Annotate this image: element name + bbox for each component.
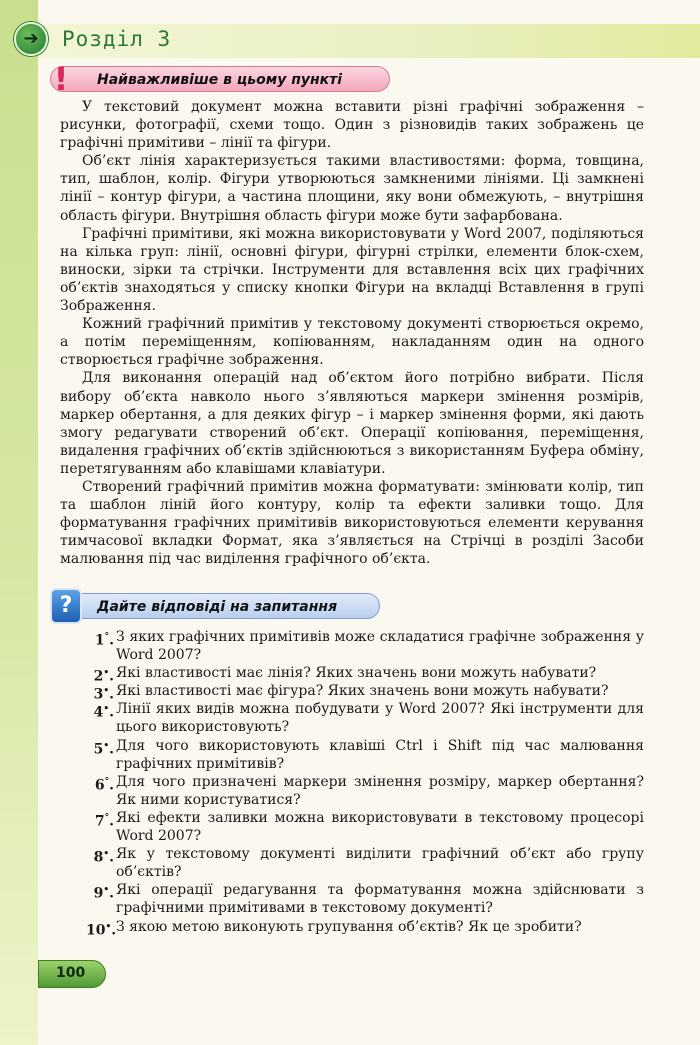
- question-item: 8•. Як у текстовому документі виділити графічний об’єкт або групу об’єктів?: [93, 846, 644, 881]
- question-item: 3•. Які властивості має фігура? Яких значень вони можуть набувати?: [93, 683, 609, 703]
- question-item: 1°. З яких графічних примітивів може складатися графічне зображення у Word 2007?: [94, 629, 644, 664]
- question-text: Як у текстовому документі виділити графічний об’єкт або групу об’єктів?: [116, 846, 644, 881]
- paragraph: Графічні примітиви, які можна використовувати у Word 2007, поділяються на кілька груп: лінії, основні фігури, фігурні стрілки, елементи блок-схем, виноски, зірки та стрічки. Інструменти для вставлення всіх цих графічних об’єктів знаходяться у списку кнопки Фігури на вкладці Вставлення в групі Зображення.: [60, 225, 644, 315]
- paragraph: У текстовий документ можна вставити різні графічні зображення – рисунки, фотографії, схеми тощо. Один з різновидів таких зображень це графічні примітиви – лінії та фігури.: [60, 99, 644, 152]
- questions-banner-title: Дайте відповіді на запитання: [97, 599, 338, 615]
- question-text: Які операції редагування та форматування можна здійснювати з графічними примітивами в текстовому документі?: [116, 882, 644, 917]
- question-number: 9: [93, 885, 104, 902]
- important-banner-title: Найважливіше в цьому пункті: [97, 72, 343, 88]
- question-number: 5: [93, 741, 104, 758]
- question-list: [60, 628, 644, 939]
- question-text: Для чого використовують клавіші Ctrl і Shift під час малювання графічних примітивів?: [116, 737, 644, 772]
- section-title: Розділ 3: [62, 27, 172, 51]
- question-number: 2: [93, 668, 104, 685]
- main-text: [60, 98, 644, 568]
- paragraph: Кожний графічний примітив у текстовому документі створюється окремо, а потім переміщенням, копіюванням, накладанням один на одного створюється графічне зображення.: [60, 316, 644, 369]
- question-text: Які властивості має фігура? Яких значень вони можуть набувати?: [116, 683, 609, 700]
- question-item: 2•. Які властивості має лінія? Яких значень вони можуть набувати?: [93, 665, 597, 685]
- question-text: Лінії яких видів можна побудувати у Word 2007? Які інструменти для цього використовують?: [116, 701, 644, 736]
- question-item: 6°. Для чого призначені маркери змінення розміру, маркер обертання? Як ними користуватися?: [94, 773, 644, 808]
- question-item: 9•. Які операції редагування та форматування можна здійснювати з графічними примітивами в текстовому документі?: [93, 882, 644, 917]
- difficulty-mark: •: [103, 668, 110, 679]
- question-number: 1: [94, 632, 105, 649]
- difficulty-mark: •: [103, 849, 110, 860]
- question-number: 7: [94, 813, 105, 830]
- difficulty-mark: °: [104, 812, 110, 823]
- difficulty-mark: °: [104, 632, 110, 642]
- question-number: 6: [94, 777, 105, 794]
- question-icon: ?: [50, 588, 82, 624]
- difficulty-mark: •: [105, 921, 112, 932]
- page-number: 100: [56, 965, 86, 981]
- paragraph: Об’єкт лінія характеризується такими властивостями: форма, товщина, тип, шаблон, колір. Фігури утворюються замкненими лініями. Ці замкнені лінії – контур фігури, а частина площини, яку вони обмежують, – внутрішня область фігури. Внутрішня область фігури може бути зафарбована.: [60, 153, 644, 224]
- question-number: 8: [93, 849, 104, 866]
- question-item: 5•. Для чого використовують клавіші Ctrl і Shift під час малювання графічних примітивів?: [93, 737, 644, 772]
- question-text: Які ефекти заливки можна використовувати в текстовому процесорі Word 2007?: [116, 809, 644, 845]
- question-text: Для чого призначені маркери змінення розміру, маркер обертання? Як ними користуватися?: [116, 773, 644, 808]
- difficulty-mark: •: [103, 740, 110, 751]
- difficulty-mark: °: [104, 776, 110, 787]
- question-item: 4•. Лінії яких видів можна побудувати у Word 2007? Які інструменти для цього використовують?: [93, 701, 644, 736]
- question-number: 4: [93, 705, 104, 722]
- question-item: 10•. З якою метою виконують групування об’єктів? Як це зробити?: [86, 918, 582, 939]
- section-marker: [14, 22, 48, 56]
- question-item: 7°. Які ефекти заливки можна використовувати в текстовому процесорі Word 2007?: [94, 809, 644, 845]
- arrow-right-icon: ➔: [23, 28, 39, 49]
- questions-banner: [50, 593, 380, 619]
- exclamation-icon: !: [53, 60, 69, 98]
- difficulty-mark: •: [103, 704, 110, 715]
- paragraph: Для виконання операцій над об’єктом його потрібно вибрати. Після вибору об’єкта навколо нього з’являються маркери змінення розмірів, маркер обертання, а для деяких фігур – і маркер змінення форми, які дають змогу редагувати створений об’єкт. Операції копіювання, переміщення, видалення графічних об’єктів здійснюються з використанням Буфера обміну, перетягуванням або клавішами клавіатури.: [60, 370, 644, 477]
- question-text: З яких графічних примітивів може складатися графічне зображення у Word 2007?: [116, 629, 644, 664]
- difficulty-mark: •: [103, 885, 110, 896]
- paragraph: Створений графічний примітив можна форматувати: змінювати колір, тип та шаблон ліній його контуру, колір та ефекти заливки тощо. Для форматування графічних примітивів використовуються елементи керування тимчасової вкладки Формат, яка з’являється на Стрічці в розділі Засоби малювання під час виділення графічного об’єкта.: [60, 478, 644, 568]
- side-stripe: [0, 0, 38, 1045]
- question-number: 3: [93, 686, 104, 703]
- difficulty-mark: •: [103, 686, 110, 697]
- question-text: Які властивості має лінія? Яких значень вони можуть набувати?: [116, 665, 597, 682]
- question-number: 10: [86, 922, 106, 939]
- important-banner: [50, 66, 390, 92]
- question-text: З якою метою виконують групування об’єктів? Як це зробити?: [116, 918, 582, 935]
